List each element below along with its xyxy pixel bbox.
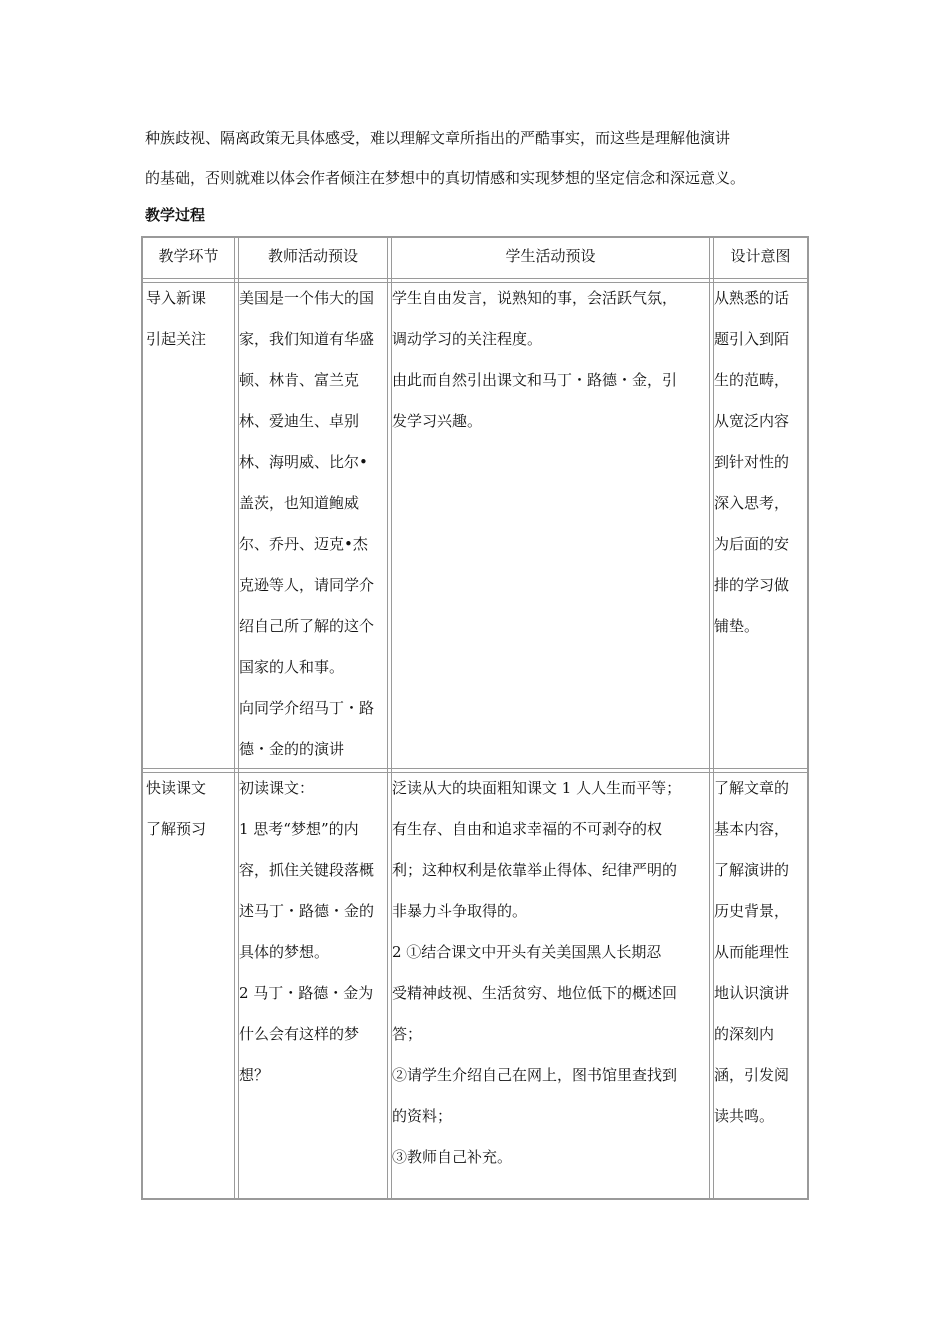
header-stage: 教学环节 bbox=[158, 247, 219, 265]
cell-line: 的深刻内 bbox=[714, 1025, 775, 1043]
cell-line: 美国是一个伟大的国 bbox=[239, 289, 375, 307]
intro-line-2: 的基础，否则就难以体会作者倾注在梦想中的真切情感和实现梦想的坚定信念和深远意义。 bbox=[145, 169, 746, 187]
cell-line: 到针对性的 bbox=[714, 453, 790, 471]
cell-line: 由此而自然引出课文和马丁・路德・金，引 bbox=[392, 371, 678, 389]
cell-line: 2 马丁・路德・金为 bbox=[239, 984, 374, 1002]
cell-line: 具体的梦想。 bbox=[239, 943, 330, 961]
cell-line: 题引入到陌 bbox=[714, 330, 790, 348]
lesson-table bbox=[141, 236, 809, 1200]
cell-line: 地认识演讲 bbox=[714, 984, 790, 1002]
cell-line: 历史背景， bbox=[714, 902, 790, 920]
cell-line: 从熟悉的话 bbox=[714, 289, 790, 307]
cell-line: 述马丁・路德・金的 bbox=[239, 902, 375, 920]
row-2-intent-cell bbox=[714, 768, 806, 1137]
cell-line: 向同学介绍马丁・路 bbox=[239, 699, 375, 717]
cell-line: 国家的人和事。 bbox=[239, 658, 345, 676]
cell-line: 泛读从大的块面粗知课文 1 人人生而平等； bbox=[392, 779, 682, 797]
cell-line: 什么会有这样的梦 bbox=[239, 1025, 360, 1043]
cell-line: 顿、林肯、富兰克 bbox=[239, 371, 360, 389]
row-2-student-cell bbox=[392, 768, 712, 1178]
cell-line: 涵，引发阅 bbox=[714, 1066, 790, 1084]
row-1-intent-cell bbox=[714, 278, 806, 647]
cell-line: 林、海明威、比尔• bbox=[239, 453, 368, 471]
cell-line: 了解预习 bbox=[146, 820, 207, 838]
cell-line: 有生存、自由和追求幸福的不可剥夺的权 bbox=[392, 820, 663, 838]
cell-line: 答； bbox=[392, 1025, 423, 1043]
cell-line: 家，我们知道有华盛 bbox=[239, 330, 375, 348]
cell-line: 的资料； bbox=[392, 1107, 453, 1125]
cell-line: 1 思考“梦想”的内 bbox=[239, 820, 359, 838]
cell-line: 林、爱迪生、卓别 bbox=[239, 412, 360, 430]
row-2-stage-cell bbox=[146, 768, 234, 850]
cell-line: 生的范畴， bbox=[714, 371, 790, 389]
cell-line: 2 ①结合课文中开头有关美国黑人长期忍 bbox=[392, 943, 662, 961]
cell-line: 了解演讲的 bbox=[714, 861, 790, 879]
header-design-intent: 设计意图 bbox=[730, 247, 791, 265]
cell-line: 深入思考， bbox=[714, 494, 790, 512]
cell-line: 克逊等人，请同学介 bbox=[239, 576, 375, 594]
cell-line: 学生自由发言，说熟知的事，会活跃气氛， bbox=[392, 289, 678, 307]
cell-line: ③教师自己补充。 bbox=[392, 1148, 513, 1166]
cell-line: 读共鸣。 bbox=[714, 1107, 775, 1125]
row-1-stage-cell bbox=[146, 278, 234, 360]
row-1-teacher-cell bbox=[239, 278, 389, 770]
cell-line: 排的学习做 bbox=[714, 576, 790, 594]
cell-line: 铺垫。 bbox=[714, 617, 760, 635]
cell-line: 受精神歧视、生活贫穷、地位低下的概述回 bbox=[392, 984, 678, 1002]
cell-line: 初读课文： bbox=[239, 779, 315, 797]
cell-line: 容，抓住关键段落概 bbox=[239, 861, 375, 879]
header-teacher-activity: 教师活动预设 bbox=[267, 247, 358, 265]
cell-line: 引起关注 bbox=[146, 330, 207, 348]
cell-line: 调动学习的关注程度。 bbox=[392, 330, 543, 348]
section-heading: 教学过程 bbox=[145, 206, 206, 224]
cell-line: 发学习兴趣。 bbox=[392, 412, 483, 430]
cell-line: 绍自己所了解的这个 bbox=[239, 617, 375, 635]
cell-line: 为后面的安 bbox=[714, 535, 790, 553]
cell-line: ②请学生介绍自己在网上，图书馆里查找到 bbox=[392, 1066, 678, 1084]
row-1-student-cell bbox=[392, 278, 712, 442]
cell-line: 尔、乔丹、迈克•杰 bbox=[239, 535, 368, 553]
cell-line: 基本内容， bbox=[714, 820, 790, 838]
cell-line: 盖茨，也知道鲍威 bbox=[239, 494, 360, 512]
cell-line: 利；这种权利是依靠举止得体、纪律严明的 bbox=[392, 861, 678, 879]
cell-line: 快读课文 bbox=[146, 779, 207, 797]
row-2-teacher-cell bbox=[239, 768, 389, 1096]
cell-line: 导入新课 bbox=[146, 289, 207, 307]
cell-line: 德・金的的演讲 bbox=[239, 740, 345, 758]
header-student-activity: 学生活动预设 bbox=[505, 247, 596, 265]
cell-line: 从宽泛内容 bbox=[714, 412, 790, 430]
cell-line: 想？ bbox=[239, 1066, 270, 1084]
intro-line-1: 种族歧视、隔离政策无具体感受，难以理解文章所指出的严酷事实，而这些是理解他演讲 bbox=[145, 129, 731, 147]
cell-line: 从而能理性 bbox=[714, 943, 790, 961]
cell-line: 非暴力斗争取得的。 bbox=[392, 902, 528, 920]
cell-line: 了解文章的 bbox=[714, 779, 790, 797]
